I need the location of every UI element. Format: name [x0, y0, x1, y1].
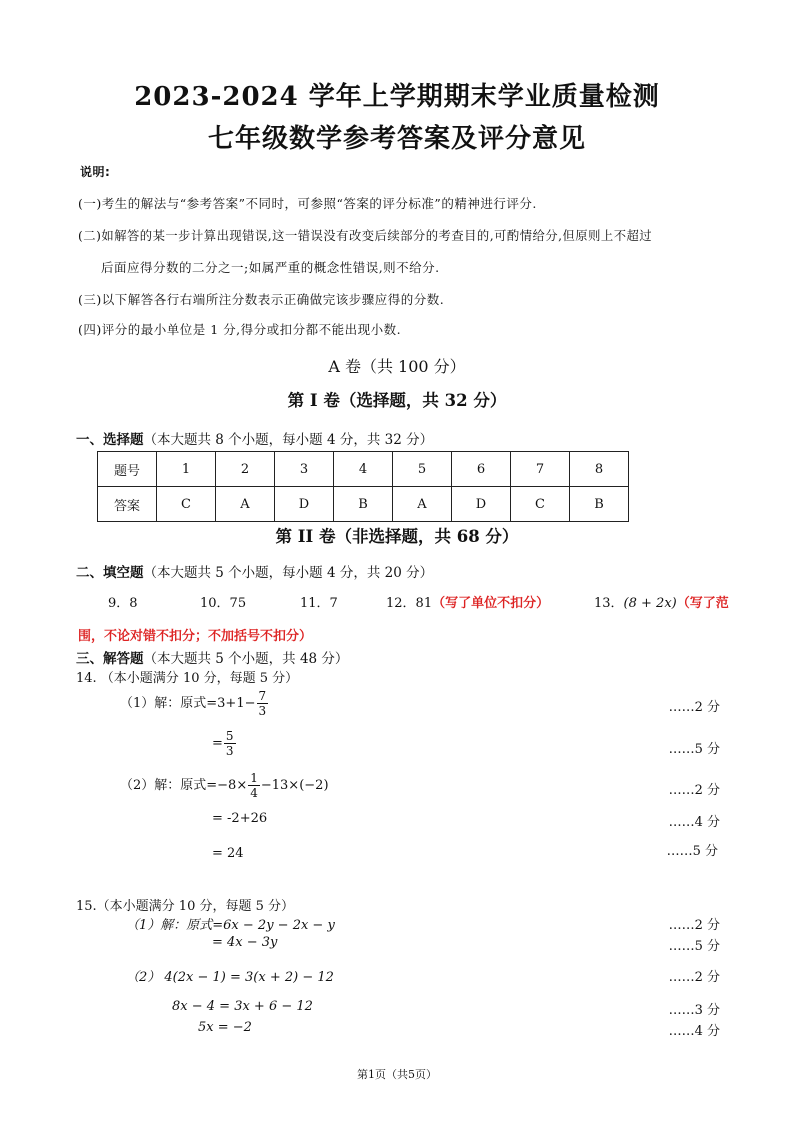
section2-heading: [76, 561, 433, 581]
notes-label: 说明:: [80, 165, 111, 179]
q15-title: 15.（本小题满分 10 分，每题 5 分）: [76, 899, 295, 914]
note-item-3: (三)以下解答各行右端所注分数表示正确做完该步骤应得的分数.: [78, 292, 445, 307]
q15-p2-line2: 8x − 4 = 3x + 6 − 12: [172, 999, 313, 1014]
note-item-1: (一)考生的解法与“参考答案”不同时，可参照“答案的评分标准”的精神进行评分.: [78, 196, 537, 211]
q15-p2-score3: ……4 分: [668, 1024, 720, 1039]
fraction-denominator: 3: [258, 704, 267, 718]
table-cell: B: [334, 487, 393, 522]
table-row: [98, 487, 629, 522]
fraction: [257, 690, 269, 717]
fraction-denominator: 4: [250, 786, 258, 800]
section1-desc: （本大题共 8 个小题，每小题 4 分，共 32 分）: [143, 432, 434, 448]
section1-heading: [76, 428, 433, 448]
note-item-4: (四)评分的最小单位是 1 分,得分或扣分都不能出现小数.: [78, 322, 402, 337]
table-cell: 5: [393, 452, 452, 487]
q14-p2-label: （2）解：原式=−8×: [120, 778, 248, 793]
answer-12-value: 12．81: [386, 596, 433, 611]
q14-p1-line2: [212, 730, 237, 757]
answer-table: [97, 451, 629, 522]
q15-p2-score1: ……2 分: [668, 970, 720, 985]
q14-p1-label: （1）解：原式=3+1−: [120, 696, 256, 711]
note-item-2-cont: 后面应得分数的二分之一;如属严重的概念性错误,则不给分.: [101, 260, 440, 275]
equals-sign: =: [212, 736, 223, 751]
table-cell: A: [393, 487, 452, 522]
table-cell: 答案: [98, 487, 157, 522]
fraction-numerator: 7: [258, 689, 267, 703]
table-cell: 6: [452, 452, 511, 487]
q14-p2-score1: ……2 分: [668, 783, 720, 798]
table-cell: 2: [216, 452, 275, 487]
section3-desc: （本大题共 5 个小题，共 48 分）: [143, 651, 349, 667]
q15-p1-line2: = 4x − 3y: [212, 935, 278, 950]
answer-13: [594, 592, 729, 611]
fraction-denominator: 3: [225, 744, 234, 758]
fraction-numerator: 1: [250, 771, 258, 785]
table-cell: 8: [570, 452, 629, 487]
section2-desc: （本大题共 5 个小题，每小题 4 分，共 20 分）: [143, 565, 434, 581]
q15-p1-line1: （1）解：原式=6x − 2y − 2x − y: [126, 918, 335, 933]
section2-title: 二、填空题: [76, 565, 144, 581]
q15-p1-score1: ……2 分: [668, 918, 720, 933]
answer-13-note: （写了范: [676, 596, 729, 611]
table-cell: 3: [275, 452, 334, 487]
q14-p1-score1: ……2 分: [668, 700, 720, 715]
q14-p2-line1: [120, 772, 329, 799]
table-cell: 4: [334, 452, 393, 487]
table-cell: A: [216, 487, 275, 522]
section3-heading: [76, 647, 348, 667]
q14-p2-line2: = -2+26: [212, 811, 268, 826]
q14-p2-score2: ……4 分: [668, 815, 720, 830]
table-cell: B: [570, 487, 629, 522]
q14-p1-line1: [120, 690, 269, 717]
q14-p2-score3: ……5 分: [666, 844, 718, 859]
table-cell: 7: [511, 452, 570, 487]
q15-p2-line1: （2） 4(2x − 1) = 3(x + 2) − 12: [126, 970, 334, 985]
note-item-2: (二)如解答的某一步计算出现错误,这一错误没有改变后续部分的考查目的,可酌情给分,但原则上不超过: [78, 229, 653, 243]
answer-12-note: （写了单位不扣分）: [432, 596, 550, 611]
answer-13-note-cont: 围，不论对错不扣分；不加括号不扣分）: [78, 629, 313, 644]
part1-title: 第 I 卷（选择题，共 32 分）: [287, 391, 507, 410]
fraction-numerator: 5: [225, 729, 234, 743]
section3-title: 三、解答题: [76, 651, 144, 667]
fraction: [224, 730, 236, 757]
table-row: [98, 452, 629, 487]
table-cell: D: [275, 487, 334, 522]
page-number: 第1页（共5页）: [357, 1068, 437, 1081]
fraction: [248, 772, 260, 799]
q15-p1-score2: ……5 分: [668, 939, 720, 954]
q15-p2-line3: 5x = −2: [198, 1020, 252, 1035]
answer-11: 11．7: [300, 596, 338, 611]
q14-p1-score2: ……5 分: [668, 742, 720, 757]
table-cell: D: [452, 487, 511, 522]
q14-p2-line3: = 24: [212, 846, 244, 861]
answer-10: 10．75: [200, 596, 247, 611]
answer-13-expr: (8 + 2x): [623, 596, 677, 611]
table-cell: 题号: [98, 452, 157, 487]
part2-title: 第 II 卷（非选择题，共 68 分）: [275, 527, 519, 546]
table-cell: C: [511, 487, 570, 522]
answer-12: [386, 592, 549, 611]
table-cell: C: [157, 487, 216, 522]
q14-title: 14. （本小题满分 10 分，每题 5 分）: [76, 671, 299, 686]
table-cell: 1: [157, 452, 216, 487]
doc-title-line2: 七年级数学参考答案及评分意见: [207, 124, 586, 154]
answer-9: 9．8: [108, 596, 138, 611]
q14-p2-rest: −13×(−2): [260, 778, 329, 793]
answer-13-label: 13．: [594, 596, 624, 611]
doc-title-line1: 2023-2024 学年上学期期末学业质量检测: [134, 82, 660, 112]
q15-p2-score2: ……3 分: [668, 1003, 720, 1018]
section1-title: 一、选择题: [76, 432, 144, 448]
volume-a-title: A 卷（共 100 分）: [328, 357, 466, 376]
